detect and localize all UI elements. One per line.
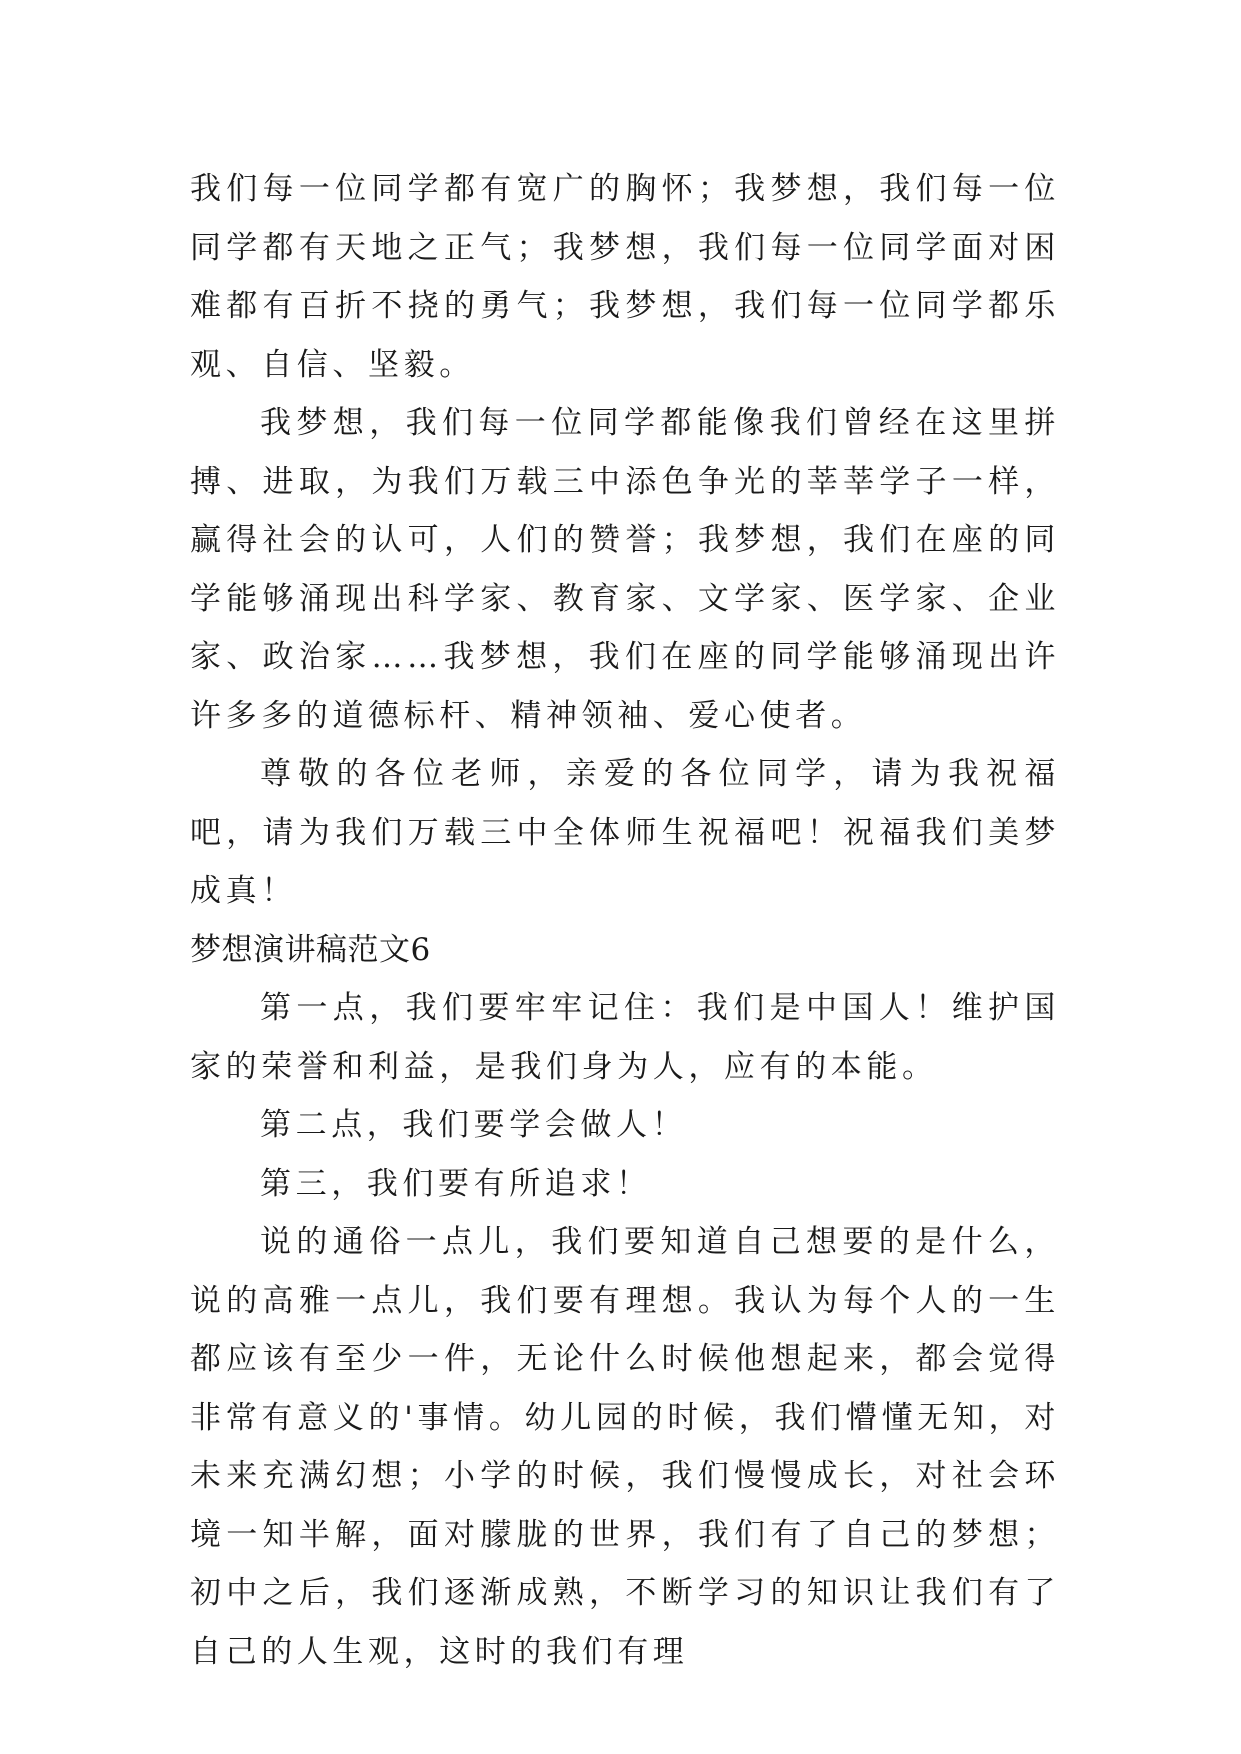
paragraph-pursuit: 说的通俗一点儿，我们要知道自己想要的是什么，说的高雅一点儿，我们要有理想。我认为每个人的一生都应该有至少一件，无论什么时候他想起来，都会觉得非常有意义的'事情。幼儿园的时候，我们懵懂无知，对未来充满幻想；小学的时候，我们慢慢成长，对社会环境一知半解，面对朦胧的世界，我们有了自己的梦想；初中之后，我们逐渐成熟，不断学习的知识让我们有了自己的人生观，这时的我们有理 bbox=[190, 1224, 1060, 1670]
paragraph-dream-achievers: 我梦想，我们每一位同学都能像我们曾经在这里拼搏、进取，为我们万载三中添色争光的莘莘学子一样，赢得社会的认可，人们的赞誉；我梦想，我们在座的同学能够涌现出科学家、教育家、文学家、医学家、企业家、政治家……我梦想，我们在座的同学能够涌现出许许多多的道德标杆、精神领袖、爱心使者。 bbox=[190, 405, 1060, 734]
paragraph-point-one: 第一点，我们要牢牢记住：我们是中国人！维护国家的荣誉和利益，是我们身为人，应有的本能。 bbox=[190, 990, 1060, 1085]
paragraph-continued: 我们每一位同学都有宽广的胸怀；我梦想，我们每一位同学都有天地之正气；我梦想，我们每一位同学面对困难都有百折不挠的勇气；我梦想，我们每一位同学都乐观、自信、坚毅。 bbox=[190, 171, 1060, 383]
paragraph-point-three: 第三，我们要有所追求！ bbox=[260, 1165, 652, 1202]
document-body bbox=[190, 160, 1060, 1681]
paragraph-blessing: 尊敬的各位老师，亲爱的各位同学，请为我祝福吧，请为我们万载三中全体师生祝福吧！祝福我们美梦成真！ bbox=[190, 756, 1060, 909]
paragraph-point-two: 第二点，我们要学会做人！ bbox=[260, 1107, 688, 1143]
section-heading: 梦想演讲稿范文6 bbox=[190, 931, 431, 968]
